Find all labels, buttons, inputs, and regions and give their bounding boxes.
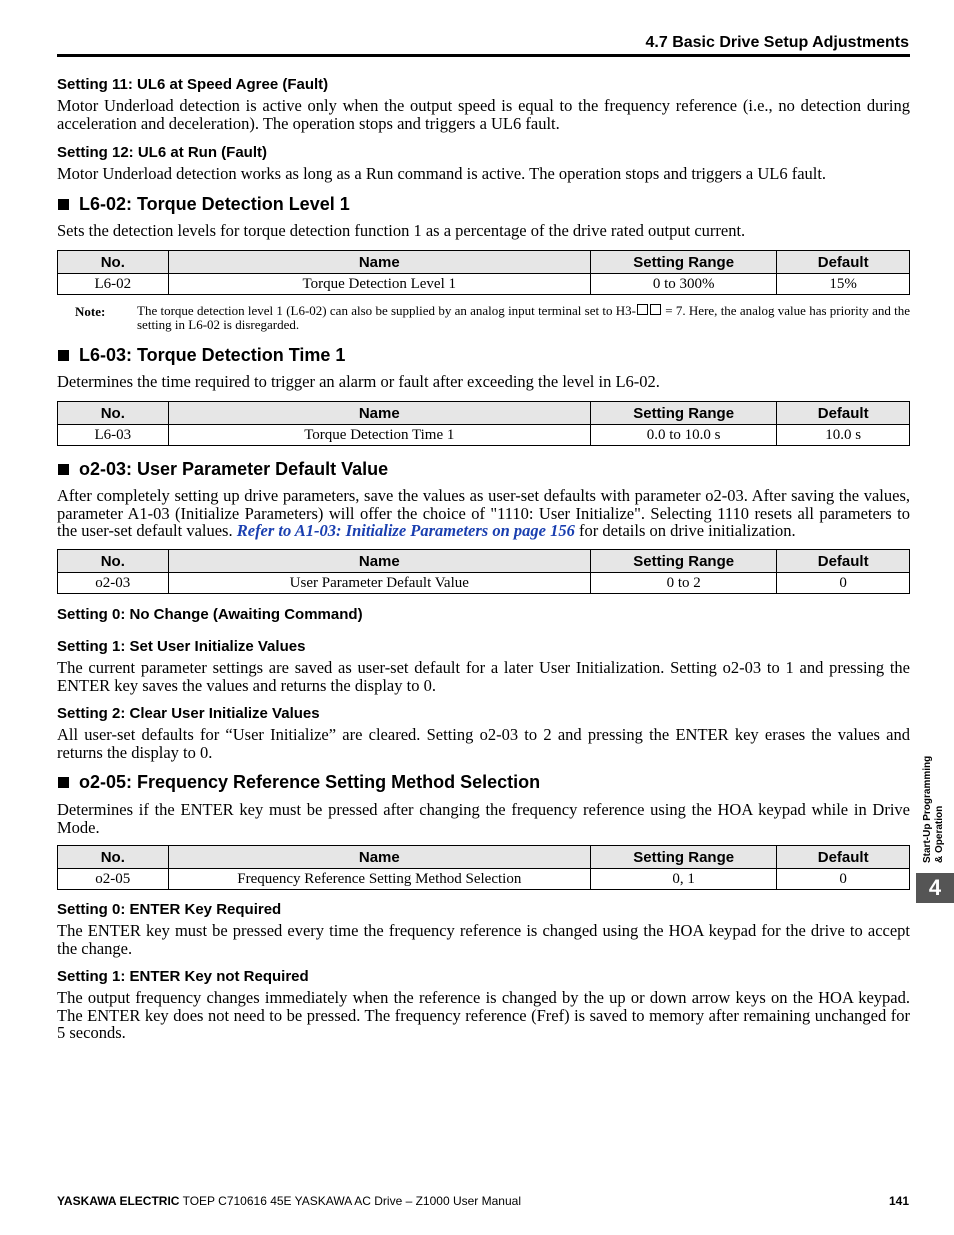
section-title: o2-03: User Parameter Default Value	[79, 459, 389, 479]
l6-02-description: Sets the detection levels for torque detection function 1 as a percentage of the drive rated output current.	[57, 221, 746, 240]
setting-11-heading: Setting 11: UL6 at Speed Agree (Fault)	[57, 76, 329, 93]
setting-12-heading: Setting 12: UL6 at Run (Fault)	[57, 144, 267, 161]
table-header-row	[58, 402, 910, 425]
o2-03-setting-1-heading: Setting 1: Set User Initialize Values	[57, 638, 306, 655]
footer-doc-title: TOEP C710616 45E YASKAWA AC Drive – Z1000 User Manual	[179, 1194, 521, 1208]
col-name: Name	[168, 846, 590, 869]
cell-range: 0 to 2	[590, 573, 776, 594]
section-l6-03-heading	[58, 345, 345, 366]
cell-default: 10.0 s	[777, 425, 910, 446]
cell-name: User Parameter Default Value	[168, 573, 590, 594]
note-text	[137, 304, 910, 332]
cell-name: Torque Detection Level 1	[168, 274, 590, 295]
note-text-part-a: The torque detection level 1 (L6-02) can also be supplied by an analog input terminal set to H3-	[137, 303, 636, 318]
side-label-line-2: & Operation	[934, 805, 945, 863]
running-header: 4.7 Basic Drive Setup Adjustments	[645, 34, 909, 51]
col-name: Name	[168, 251, 590, 274]
setting-11-text: Motor Underload detection is active only when the output speed is equal to the frequency reference (i.e., no detection during acceleration and deceleration). The operation stops and triggers a UL6 fault.	[57, 96, 910, 133]
cell-no: L6-03	[58, 425, 169, 446]
cell-name: Torque Detection Time 1	[168, 425, 590, 446]
col-no: No.	[58, 550, 169, 573]
o2-05-setting-1-heading: Setting 1: ENTER Key not Required	[57, 968, 309, 985]
section-o2-03-heading	[58, 459, 388, 480]
col-no: No.	[58, 402, 169, 425]
placeholder-box-icon	[637, 304, 648, 315]
o2-05-description: Determines if the ENTER key must be pressed after changing the frequency reference using the HOA keypad while in Drive Mode.	[57, 800, 910, 837]
col-range: Setting Range	[590, 550, 776, 573]
o2-03-setting-2-text: All user-set defaults for “User Initialize” are cleared. Setting o2-03 to 2 and pressing the ENTER key erases the values and returns the display to 0.	[57, 725, 910, 762]
footer-document-info	[57, 1194, 521, 1208]
col-name: Name	[168, 402, 590, 425]
table-row	[58, 869, 910, 890]
table-row	[58, 274, 910, 295]
l6-03-table	[57, 401, 910, 446]
chapter-number-tab: 4	[916, 873, 954, 903]
cross-reference-link[interactable]: Refer to A1-03: Initialize Parameters on page 156	[236, 521, 575, 540]
o2-03-table	[57, 549, 910, 594]
cell-default: 0	[777, 869, 910, 890]
o2-03-setting-1-text: The current parameter settings are saved as user-set default for a later User Initialization. Setting o2-03 to 1 and pressing the ENTER key saves the values and returns the display to 0.	[57, 658, 910, 695]
footer-brand: YASKAWA ELECTRIC	[57, 1194, 180, 1208]
col-name: Name	[168, 550, 590, 573]
o2-05-setting-0-text: The ENTER key must be pressed every time the frequency reference is changed using the HOA keypad for the drive to accept the change.	[57, 921, 910, 958]
o2-05-setting-0-heading: Setting 0: ENTER Key Required	[57, 901, 282, 918]
section-o2-05-heading	[58, 772, 540, 793]
col-no: No.	[58, 251, 169, 274]
cell-range: 0, 1	[590, 869, 776, 890]
table-row	[58, 425, 910, 446]
section-title: L6-02: Torque Detection Level 1	[79, 194, 350, 214]
note-text-part-b: = 7. Here, the analog value has priority and the setting in L6-02 is disregarded.	[137, 303, 911, 332]
section-bullet-icon	[58, 199, 69, 210]
page-number: 141	[888, 1194, 909, 1208]
table-header-row	[58, 251, 910, 274]
chapter-side-label	[922, 733, 952, 863]
col-no: No.	[58, 846, 169, 869]
col-range: Setting Range	[590, 846, 776, 869]
cell-range: 0 to 300%	[590, 274, 776, 295]
o2-05-setting-1-text: The output frequency changes immediately when the reference is changed by the up or down arrow keys on the HOA keypad. The ENTER key does not need to be pressed. The frequency reference (Fref) is saved to memory after remaining unchanged for 5 seconds.	[57, 988, 910, 1042]
section-bullet-icon	[58, 464, 69, 475]
o2-03-setting-2-heading: Setting 2: Clear User Initialize Values	[57, 705, 320, 722]
o2-03-setting-0-heading: Setting 0: No Change (Awaiting Command)	[57, 606, 363, 623]
placeholder-box-icon	[650, 304, 661, 315]
table-row	[58, 573, 910, 594]
section-title: L6-03: Torque Detection Time 1	[79, 345, 346, 365]
o2-05-table	[57, 845, 910, 890]
table-header-row	[58, 846, 910, 869]
section-bullet-icon	[58, 350, 69, 361]
col-default: Default	[777, 251, 910, 274]
o2-03-text-b: for details on drive initialization.	[574, 521, 796, 540]
o2-03-description	[57, 487, 910, 540]
o2-03-text-a: After completely setting up drive parameters, save the values as user-set defaults with parameter o2-03. After saving the values, parameter A1-03 (Initialize Parameters) will offer the choice of "1110: User Initialize". Selecting 1110 resets all parameters to the user-set default values.	[57, 486, 910, 540]
col-default: Default	[777, 550, 910, 573]
cell-range: 0.0 to 10.0 s	[590, 425, 776, 446]
cell-no: L6-02	[58, 274, 169, 295]
cell-no: o2-03	[58, 573, 169, 594]
section-l6-02-heading	[58, 194, 350, 215]
col-default: Default	[777, 402, 910, 425]
section-bullet-icon	[58, 777, 69, 788]
col-range: Setting Range	[590, 251, 776, 274]
cell-name: Frequency Reference Setting Method Selection	[168, 869, 590, 890]
note-label: Note:	[75, 304, 106, 319]
cell-no: o2-05	[58, 869, 169, 890]
header-rule	[57, 54, 910, 57]
l6-02-table	[57, 250, 910, 295]
section-title: o2-05: Frequency Reference Setting Method Selection	[79, 772, 541, 792]
side-label-line-1: Start-Up Programming	[922, 755, 933, 863]
cell-default: 15%	[777, 274, 910, 295]
l6-03-description: Determines the time required to trigger an alarm or fault after exceeding the level in L6-02.	[57, 372, 660, 391]
cell-default: 0	[777, 573, 910, 594]
col-range: Setting Range	[590, 402, 776, 425]
setting-12-text: Motor Underload detection works as long as a Run command is active. The operation stops and triggers a UL6 fault.	[57, 164, 827, 183]
col-default: Default	[777, 846, 910, 869]
table-header-row	[58, 550, 910, 573]
